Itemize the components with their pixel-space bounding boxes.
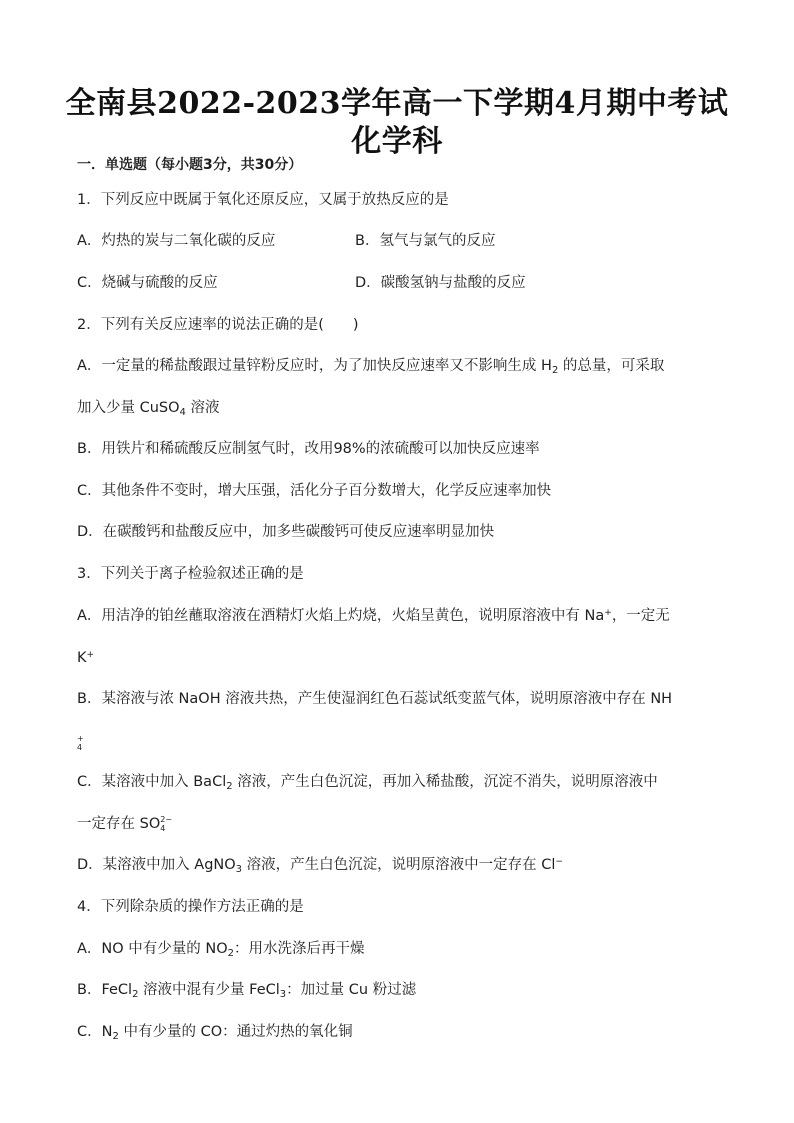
q3-d-sub: 3 bbox=[235, 864, 243, 875]
q2-a2-sub: 4 bbox=[179, 407, 186, 418]
q3-a2-text: K bbox=[77, 650, 87, 666]
q4-a-sub: 2 bbox=[227, 948, 235, 959]
q4-option-c bbox=[77, 1022, 353, 1042]
q2-option-b: B．用铁片和稀硫酸反应制氢气时，改用98%的浓硫酸可以加快反应速率 bbox=[77, 441, 540, 457]
q3-a-sup: + bbox=[604, 608, 612, 618]
q2-option-a bbox=[77, 356, 664, 376]
q2-stem: 2．下列有关反应速率的说法正确的是( ) bbox=[77, 317, 359, 333]
q2-a-sub: 2 bbox=[551, 365, 559, 376]
q3-option-a bbox=[77, 606, 670, 626]
q3-d-text1: D．某溶液中加入 AgNO bbox=[77, 857, 236, 873]
q4-a-text1: A．NO 中有少量的 NO bbox=[77, 941, 228, 957]
q4-c-text1: C．N bbox=[77, 1024, 113, 1040]
q4-b-sub1: 2 bbox=[132, 989, 139, 1000]
q3-d-text2: 溶液，产生白色沉淀，说明原溶液中一定存在 Cl bbox=[242, 857, 556, 873]
q2-a2-text2: 溶液 bbox=[185, 400, 220, 416]
q2-a2-text1: 加入少量 CuSO bbox=[77, 400, 180, 416]
q3-a-text1: A．用洁净的铂丝蘸取溶液在酒精灯火焰上灼烧，火焰呈黄色，说明原溶液中有 Na bbox=[77, 608, 605, 624]
q2-a-text2: 的总量，可采取 bbox=[558, 358, 665, 374]
q3-c-ion-charge bbox=[160, 814, 173, 833]
q4-b-text1: B．FeCl bbox=[77, 982, 133, 998]
q4-option-a bbox=[77, 939, 365, 959]
q1-option-c: C．烧碱与硫酸的反应 bbox=[77, 275, 218, 291]
q3-a-text2: ，一定无 bbox=[611, 608, 670, 624]
q1-option-a: A．灼热的炭与二氧化碳的反应 bbox=[77, 233, 276, 249]
q1-option-d: D．碳酸氢钠与盐酸的反应 bbox=[355, 275, 526, 291]
q4-a-text2: ：用水洗涤后再干燥 bbox=[234, 941, 365, 957]
q3-b-ion-bottom: 4 bbox=[77, 743, 83, 752]
q4-c-sub: 2 bbox=[112, 1031, 119, 1042]
q3-stem: 3．下列关于离子检验叙述正确的是 bbox=[77, 566, 304, 582]
q3-b-ion-charge bbox=[77, 733, 87, 752]
q3-c-text2: 溶液，产生白色沉淀，再加入稀盐酸，沉淀不消失，说明原溶液中 bbox=[232, 774, 658, 790]
q3-c-ion-top: 2− bbox=[160, 815, 173, 824]
q1-option-b: B．氢气与氯气的反应 bbox=[355, 233, 496, 249]
q2-option-d: D．在碳酸钙和盐酸反应中，加多些碳酸钙可使反应速率明显加快 bbox=[77, 524, 495, 540]
q4-c-text2: 中有少量的 CO：通过灼热的氧化铜 bbox=[118, 1024, 353, 1040]
exam-title: 全南县2022-2023学年高一下学期4月期中考试 bbox=[65, 86, 729, 121]
q4-b-text2: 溶液中混有少量 FeCl bbox=[138, 982, 280, 998]
q4-option-b bbox=[77, 980, 416, 1000]
q4-stem: 4．下列除杂质的操作方法正确的是 bbox=[77, 899, 304, 915]
q4-b-text3: ：加过量 Cu 粉过滤 bbox=[286, 982, 417, 998]
q3-a2-sup: + bbox=[86, 650, 95, 660]
q2-option-a-cont bbox=[77, 398, 220, 418]
section-heading: 一．单选题（每小题3分，共30分） bbox=[77, 157, 303, 173]
q3-b-ion-top: + bbox=[77, 734, 84, 743]
q2-option-c: C．其他条件不变时，增大压强，活化分子百分数增大，化学反应速率加快 bbox=[77, 483, 552, 499]
q3-option-b: B．某溶液与浓 NaOH 溶液共热，产生使湿润红色石蕊试纸变蓝气体，说明原溶液中存在 NH bbox=[77, 691, 673, 707]
q3-option-c-cont bbox=[77, 814, 173, 834]
q4-b-sub2: 3 bbox=[279, 989, 287, 1000]
q3-c-ion-bottom: 4 bbox=[160, 824, 166, 833]
q3-option-d bbox=[77, 855, 563, 875]
q3-c-sub: 2 bbox=[226, 781, 233, 792]
q3-option-c bbox=[77, 772, 658, 792]
q3-c-text1: C．某溶液中加入 BaCl bbox=[77, 774, 227, 790]
q3-option-b-cont bbox=[77, 733, 87, 753]
q3-d-sup: − bbox=[555, 857, 563, 867]
q1-stem: 1．下列反应中既属于氧化还原反应，又属于放热反应的是 bbox=[77, 192, 449, 208]
q3-option-a-cont bbox=[77, 648, 94, 668]
q3-c2-text: 一定存在 SO bbox=[77, 816, 161, 832]
exam-subject: 化学科 bbox=[351, 124, 443, 159]
q2-a-text1: A．一定量的稀盐酸跟过量锌粉反应时，为了加快反应速率又不影响生成 H bbox=[77, 358, 552, 374]
